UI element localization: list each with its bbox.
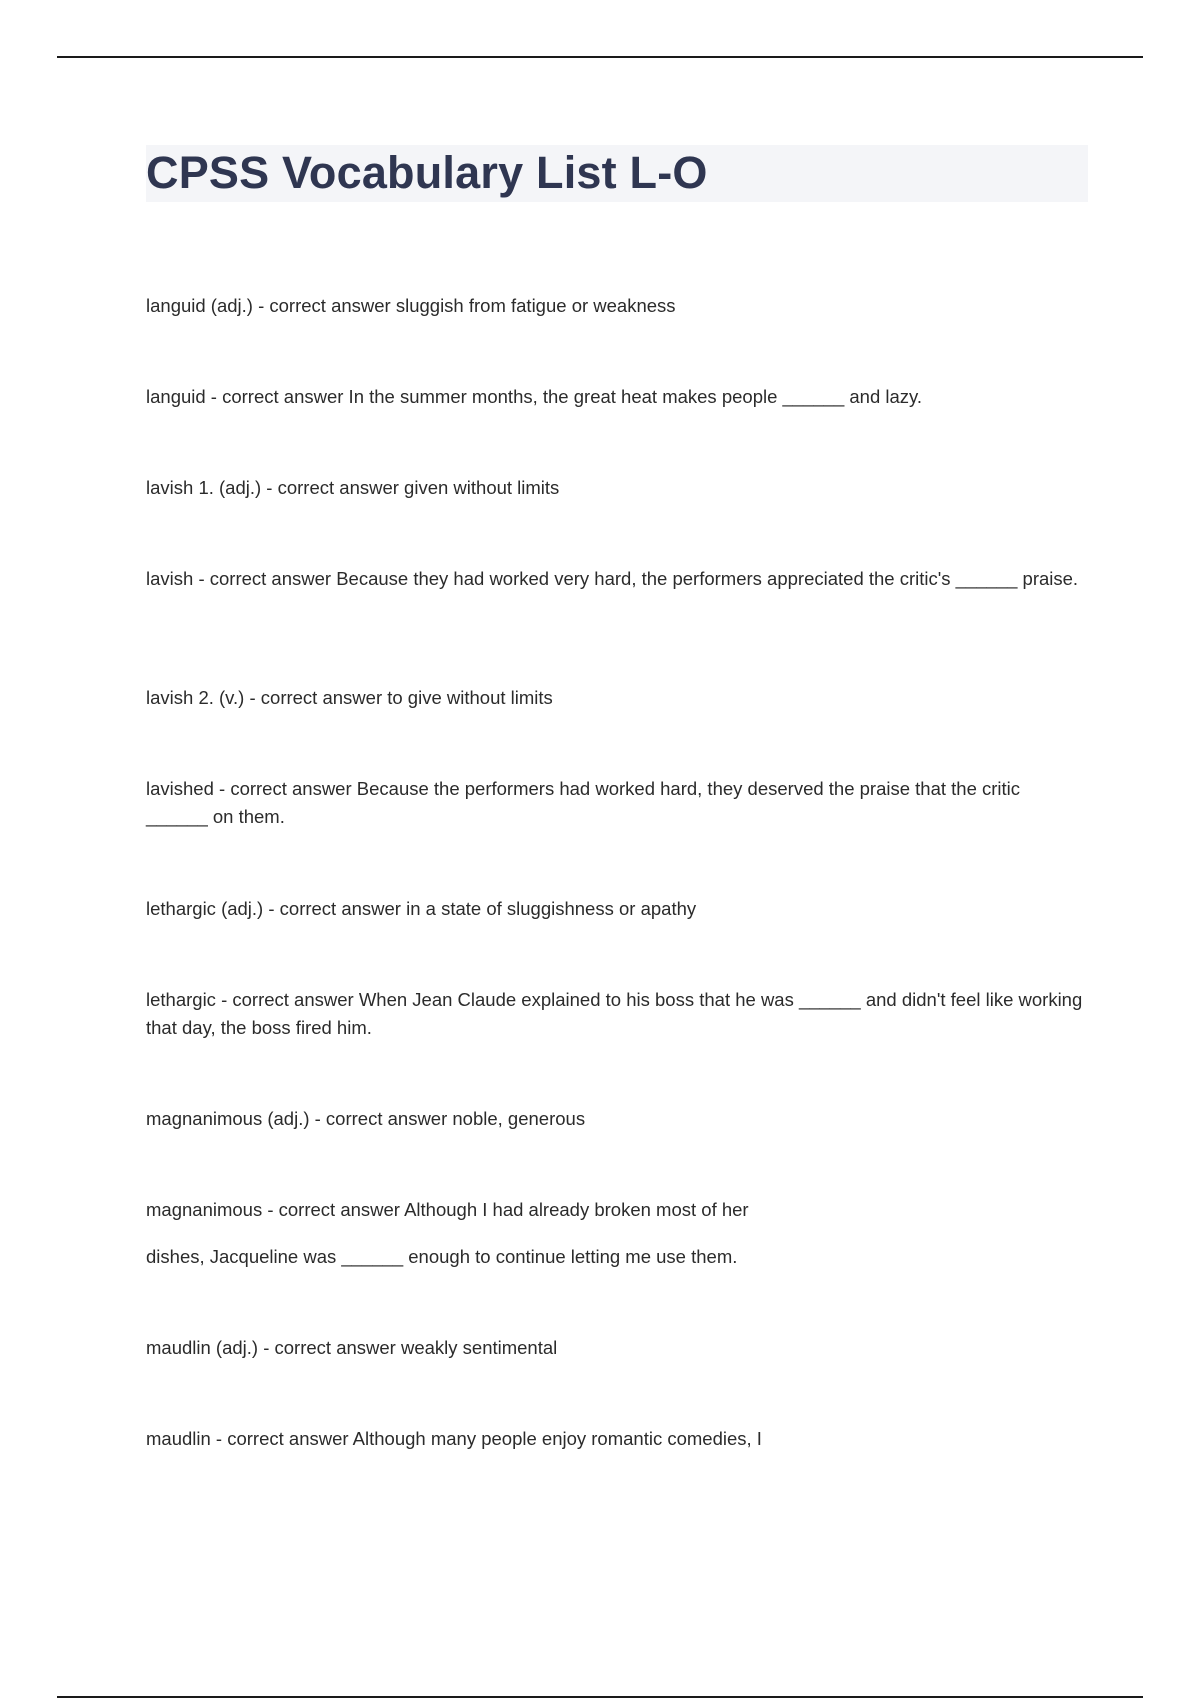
vocab-entry-lavish-verb-definition: lavish 2. (v.) - correct answer to give without limits xyxy=(146,687,553,708)
vocab-entry-maudlin-example: maudlin - correct answer Although many people enjoy romantic comedies, I xyxy=(146,1428,762,1449)
bottom-rule xyxy=(57,1696,1143,1698)
vocab-entry-lavish-adj-definition: lavish 1. (adj.) - correct answer given without limits xyxy=(146,477,560,498)
vocab-entry-languid-definition: languid (adj.) - correct answer sluggish from fatigue or weakness xyxy=(146,295,676,316)
vocab-entry-maudlin-definition: maudlin (adj.) - correct answer weakly sentimental xyxy=(146,1337,558,1358)
vocab-entry-lethargic-definition: lethargic (adj.) - correct answer in a state of sluggishness or apathy xyxy=(146,898,697,919)
vocab-entry-magnanimous-example-line-2: dishes, Jacqueline was ______ enough to continue letting me use them. xyxy=(146,1246,738,1267)
vocab-entry-magnanimous-example-line-1: magnanimous - correct answer Although I had already broken most of her xyxy=(146,1199,749,1220)
page-title: CPSS Vocabulary List L-O xyxy=(146,147,708,198)
vocab-entry-lavish-adj-example: lavish - correct answer Because they had worked very hard, the performers appreciated the critic's ______ praise. xyxy=(146,568,1079,589)
vocab-entry-lethargic-example: lethargic - correct answer When Jean Claude explained to his boss that he was ______ and didn't feel like working that day, the boss fired him. xyxy=(146,989,1083,1038)
top-rule xyxy=(57,56,1143,58)
vocab-entry-languid-example: languid - correct answer In the summer months, the great heat makes people ______ and lazy. xyxy=(146,386,923,407)
vocab-entry-lavished-example: lavished - correct answer Because the performers had worked hard, they deserved the praise that the critic ______ on them. xyxy=(146,778,1021,827)
vocab-entry-magnanimous-definition: magnanimous (adj.) - correct answer noble, generous xyxy=(146,1108,586,1129)
